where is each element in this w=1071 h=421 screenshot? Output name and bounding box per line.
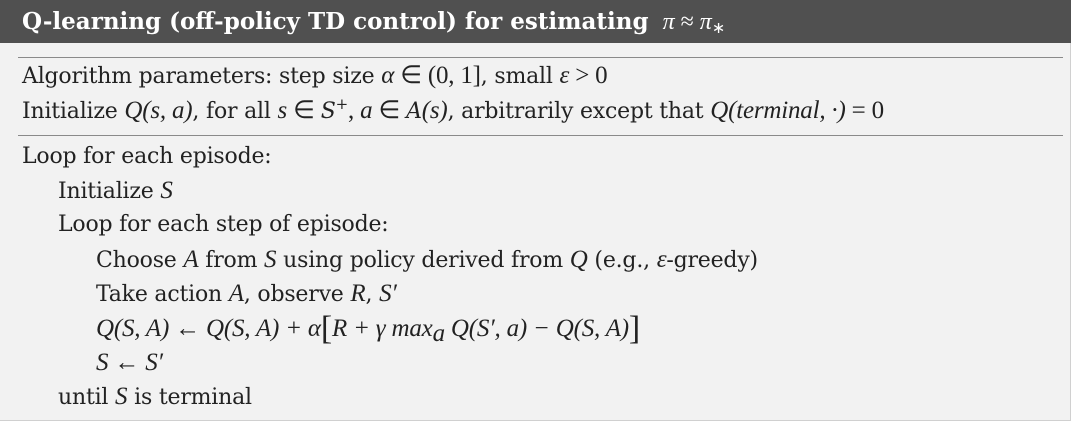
take-action-line: Take action A, observe R, S′ (96, 280, 397, 307)
assign-line: S ← S′ (96, 349, 163, 376)
top-rule (18, 57, 1063, 58)
choose-line: Choose A from S using policy derived from Q (e.g., ε-greedy) (96, 246, 758, 273)
init-s-line: Initialize S (58, 177, 173, 204)
header-title: Q-learning (off-policy TD control) for estimating (22, 8, 649, 35)
middle-rule (18, 135, 1063, 136)
params-line: Algorithm parameters: step size α ∈ (0, 1], small ε > 0 (22, 62, 608, 89)
algorithm-header (0, 0, 1071, 43)
loop-episode-line: Loop for each episode: (22, 144, 272, 169)
init-line: Initialize Q(s, a), for all s ∈ S+, a ∈ A(s), arbitrarily except that Q(terminal, ·) = 0 (22, 95, 884, 124)
loop-step-line: Loop for each step of episode: (58, 212, 389, 237)
header-math: $\pi \approx \pi_∗$ (662, 9, 726, 37)
until-line: until S is terminal (58, 383, 252, 410)
update-rule-line: Q(S, A) ← Q(S, A) + α[R + γ $\max_a Q(S'$, a) − Q(S, A)] (96, 310, 641, 347)
